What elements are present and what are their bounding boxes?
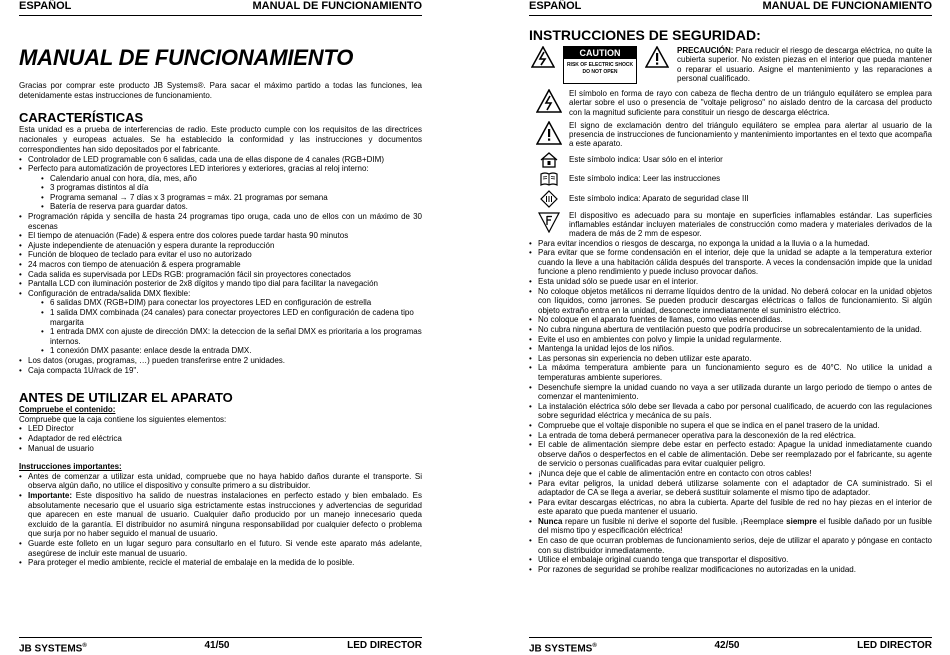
- flammable-symbol-text: El dispositivo es adecuado para su montaje en superficies inflamables estándar. Las superficies inflamables estándar incluyen materiales de construcción como madera y materiales derivados de la madera de más de 2 mm de espesor.: [569, 210, 932, 239]
- header-language: ESPAÑOL: [19, 0, 72, 12]
- list-item: • Por razones de seguridad se prohíbe realizar modificaciones no autorizadas en la unidad.: [529, 565, 932, 575]
- footer-brand: JB SYSTEMS®: [19, 643, 87, 655]
- list-item: • Calendario anual con hora, día, mes, año: [19, 174, 422, 184]
- exclamation-triangle-icon: [529, 121, 569, 145]
- list-item: • No cubra ninguna abertura de ventilación puesto que podría producirse un sobrecalentamiento de la unidad.: [529, 325, 932, 335]
- list-item: • Programa semanal → 7 días x 3 programas = máx. 21 programas por semana: [19, 193, 422, 203]
- check-contents-subheading: Compruebe el contenido:: [19, 405, 116, 415]
- list-item: • No coloque en el aparato fuentes de llamas, como velas encendidas.: [529, 315, 932, 325]
- symbol-row: [529, 89, 932, 117]
- symbol-row: [529, 190, 932, 208]
- footer-brand: JB SYSTEMS®: [529, 643, 597, 655]
- list-item: • Configuración de entrada/salida DMX flexible:: [19, 289, 422, 299]
- before-use-heading: ANTES DE UTILIZAR EL APARATO: [19, 390, 233, 406]
- list-item: • Programación rápida y sencilla de hasta 24 programas tipo oruga, cada uno de ellos con un máximo de 30 escenas: [19, 212, 422, 231]
- list-item: • Perfecto para automatización de proyectores LED interiores y exteriores, gracias al reloj interno:: [19, 164, 422, 174]
- list-item: • La entrada de toma deberá permanecer operativa para la desconexión de la red eléctrica.: [529, 431, 932, 441]
- footer-product: LED DIRECTOR: [347, 640, 422, 651]
- important-label: Importante:: [28, 491, 72, 501]
- check-contents-text: Compruebe que la caja contiene los siguientes elementos:: [19, 414, 227, 424]
- precaution-text: PRECAUCIÓN: Para reducir el riesgo de descarga eléctrica, no quite la cubierta superior. No existen piezas en el interior que pueda mantener o reparar el usuario. Asigne el mantenimiento y las reparaciones a personal cualificado.: [677, 46, 932, 83]
- list-item: • Cada salida es supervisada por LEDs RGB: programación fácil sin proyectores conectados: [19, 270, 422, 280]
- class-three-diamond-icon: [529, 190, 569, 208]
- safety-list: [529, 239, 932, 575]
- list-item: • Para evitar incendios o riesgos de descarga, no exponga la unidad a la lluvia o a la humedad.: [529, 239, 932, 249]
- indoor-symbol-text: Este símbolo indica: Usar sólo en el interior: [569, 155, 723, 165]
- list-item: • Para evitar peligros, la unidad deberá utilizarse solamente con el adaptador de CA suministrado. Si el adaptador de CA se llega a averiar, se deberá sustituir solamente el mismo tipo de adaptador.: [529, 479, 932, 498]
- lightning-triangle-icon: [529, 89, 569, 113]
- list-item: • Guarde este folleto en un lugar seguro para consultarlo en el futuro. Si vende este aparato más adelante, asegúrese de incluir este manual de usuario.: [19, 539, 422, 558]
- list-item: • Manual de usuario: [19, 444, 422, 454]
- read-instructions-book-icon: [529, 171, 569, 187]
- list-item: • Ajuste independiente de atenuación y espera durante la reproducción: [19, 241, 422, 251]
- list-item: • Las personas sin experiencia no deben utilizar este aparato.: [529, 354, 932, 364]
- right-content: [529, 28, 932, 574]
- list-item: • Los datos (orugas, programas, …) pueden transferirse entre 2 unidades.: [19, 356, 422, 366]
- list-item: • Adaptador de red eléctrica: [19, 434, 422, 444]
- page-footer: [529, 637, 932, 655]
- list-item: • 3 programas distintos al día: [19, 183, 422, 193]
- header-title: MANUAL DE FUNCIONAMIENTO: [762, 0, 932, 12]
- important-instructions-subheading: Instrucciones importantes:: [19, 462, 122, 472]
- features-list: [19, 155, 422, 376]
- features-text: Esta unidad es a prueba de interferencias de radio. Este producto cumple con los requisitos de las directrices nacionales y europeas actuales. Se ha establecido la conformidad y las instrucciones y documentos correspondientes han sido depositados por el fabricante.: [19, 125, 422, 154]
- book-symbol-text: Este símbolo indica: Leer las instrucciones: [569, 174, 721, 184]
- important-list: [19, 472, 422, 568]
- list-item: • Esta unidad sólo se puede usar en el interior.: [529, 277, 932, 287]
- list-item: • 6 salidas DMX (RGB+DIM) para conectar los proyectores LED en configuración de estrella: [19, 298, 422, 308]
- list-item: • La máxima temperatura ambiente para un funcionamiento seguro es de 40°C. No utilice la unidad a temperaturas ambiente superiores.: [529, 363, 932, 382]
- exclamation-symbol-text: El signo de exclamación dentro del triángulo equilátero se emplea para alertar al usuario de la presencia de instrucciones de funcionamiento y mantenimiento importantes en el texto que acompaña a este aparato.: [569, 120, 932, 149]
- page-header: [19, 0, 422, 16]
- indoor-house-icon: [529, 152, 569, 168]
- page-number: 42/50: [714, 640, 740, 651]
- list-item: • Para evitar descargas eléctricas, no abra la cubierta. Aparte del fusible de red no hay piezas en el interior de este aparato que pueda mantener el usuario.: [529, 498, 932, 517]
- flammable-surface-f-icon: [529, 211, 569, 233]
- caution-label: CAUTION RISK OF ELECTRIC SHOCK DO NOT OPEN: [563, 46, 637, 84]
- header-title: MANUAL DE FUNCIONAMIENTO: [252, 0, 422, 12]
- page-header: [529, 0, 932, 16]
- symbol-row: [529, 171, 932, 187]
- contents-list: [19, 424, 422, 453]
- list-item: • Mantenga la unidad lejos de los niños.: [529, 344, 932, 354]
- lightning-symbol-text: El símbolo en forma de rayo con cabeza de flecha dentro de un triángulo equilátero se emplea para alertar sobre el uso o presencia de "voltaje peligroso" no aislado dentro de la carcasa del producto con la magnitud suficiente para constituir un riesgo de descarga eléctrica.: [569, 89, 932, 117]
- list-item: • Pantalla LCD con iluminación posterior de 2x8 dígitos y mando tipo dial para facilitar la navegación: [19, 279, 422, 289]
- list-item: • El tiempo de atenuación (Fade) & espera entre dos colores puede tardar hasta 90 minutos: [19, 231, 422, 241]
- list-item: • ¡Nunca deje que el cable de alimentación entre en contacto con otros cables!: [529, 469, 932, 479]
- list-item: • El cable de alimentación siempre debe estar en perfecto estado: Apague la unidad inmediatamente cuando observe daños o desperfectos en el cable de alimentación. Debe ser reemplazado por el fabricante, su agente de servicio o personas cualificadas para evitar cualquier peligro.: [529, 440, 932, 469]
- list-item: • Desenchufe siempre la unidad cuando no vaya a ser utilizada durante un largo periodo de tiempo o antes de comenzar el mantenimiento.: [529, 383, 932, 402]
- footer-product: LED DIRECTOR: [857, 640, 932, 651]
- important-text: Este dispositivo ha salido de nuestras instalaciones en perfecto estado y bien embalado. Es absolutamente necesario que el usuario siga estrictamente estas instrucciones y advertencias de seguridad que aparecen en este manual de usuario. Cualquier daño producido por un manejo innecesario queda excluido de la garantía. El distribuidor no asumirá ninguna responsabilidad por cualquier defecto o problema que surja por no haber seguido el manual de usuario.: [28, 491, 422, 539]
- symbol-row: [529, 211, 932, 239]
- list-item: • Batería de reserva para guardar datos.: [19, 202, 422, 212]
- list-item: • Función de bloqueo de teclado para evitar el uso no autorizado: [19, 250, 422, 260]
- list-item: • Caja compacta 1U/rack de 19".: [19, 366, 422, 376]
- list-item: • 24 macros con tiempo de atenuación & espera programable: [19, 260, 422, 270]
- electric-shock-triangle-icon: [529, 46, 557, 68]
- list-item: • Utilice el embalaje original cuando tenga que transportar el dispositivo.: [529, 555, 932, 565]
- list-item: • Antes de comenzar a utilizar esta unidad, compruebe que no haya habido daños durante el transporte. Si observa algún daño, no utilice el dispositivo y consulte primero a su distribuidor.: [19, 472, 422, 491]
- main-title: MANUAL DE FUNCIONAMIENTO: [19, 45, 354, 70]
- left-page: [0, 0, 440, 654]
- list-item: • No coloque objetos metálicos ni derrame líquidos dentro de la unidad. No deberá colocar en la unidad objetos con líquidos, como jarrones. Se pueden producir descargas eléctricas o fallos de funcionamiento. Si algún objeto extraño entra en la unidad, desconecte inmediatamente el suministro eléctrico.: [529, 287, 932, 316]
- page-footer: [19, 637, 422, 655]
- list-item: • 1 salida DMX combinada (24 canales) para conectar proyectores LED en configuración de cadena tipo margarita: [19, 308, 422, 327]
- list-item: • 1 conexión DMX pasante: enlace desde la entrada DMX.: [19, 346, 422, 356]
- list-item: • En caso de que ocurran problemas de funcionamiento serios, deje de utilizar el aparato y póngase en contacto con su distribuidor inmediatamente.: [529, 536, 932, 555]
- list-item: • Para evitar que se forme condensación en el interior, deje que la unidad se adapte a la temperatura exterior cuando la lleve a una habitación cálida después del transporte. A veces la condensación impide que la unidad funcione a pleno rendimiento y puede incluso provocar daños.: [529, 248, 932, 277]
- list-item: • Para proteger el medio ambiente, recicle el material de embalaje en la medida de lo posible.: [19, 558, 422, 568]
- header-language: ESPAÑOL: [529, 0, 582, 12]
- list-item: • 1 entrada DMX con ajuste de dirección DMX: la deteccion de la señal DMX es prioritaria a los programas internos.: [19, 327, 422, 346]
- right-page: [510, 0, 950, 654]
- warning-triangle-icon: [643, 46, 671, 68]
- list-item: • Controlador de LED programable con 6 salidas, cada una de ellas dispone de 4 canales (RGB+DIM): [19, 155, 422, 165]
- left-content: [19, 46, 422, 568]
- list-item: • LED Director: [19, 424, 422, 434]
- list-item: • Nunca repare un fusible ni derive el soporte del fusible. ¡Reemplace siempre el fusible dañado por un fusible del mismo tipo y especificación eléctrica!: [529, 517, 932, 536]
- caution-row: [529, 46, 932, 84]
- list-item: • Evite el uso en ambientes con polvo y limpie la unidad regularmente.: [529, 335, 932, 345]
- symbol-row: [529, 152, 932, 168]
- intro-text: Gracias por comprar este producto JB Systems®. Para sacar el máximo partido a todas las funciones, lea detenidamente estas instrucciones de funcionamiento.: [19, 81, 422, 100]
- symbol-row: [529, 121, 932, 149]
- safety-heading: INSTRUCCIONES DE SEGURIDAD:: [529, 27, 761, 43]
- list-item: [19, 491, 422, 539]
- list-item: • Compruebe que el voltaje disponible no supera el que se indica en el panel trasero de la unidad.: [529, 421, 932, 431]
- class-symbol-text: Este símbolo indica: Aparato de seguridad clase III: [569, 194, 749, 204]
- page-number: 41/50: [204, 640, 230, 651]
- list-item: • La instalación eléctrica sólo debe ser llevada a cabo por personal cualificado, de acuerdo con las regulaciones sobre seguridad eléctrica y mecánica de su país.: [529, 402, 932, 421]
- features-heading: CARACTERÍSTICAS: [19, 110, 144, 126]
